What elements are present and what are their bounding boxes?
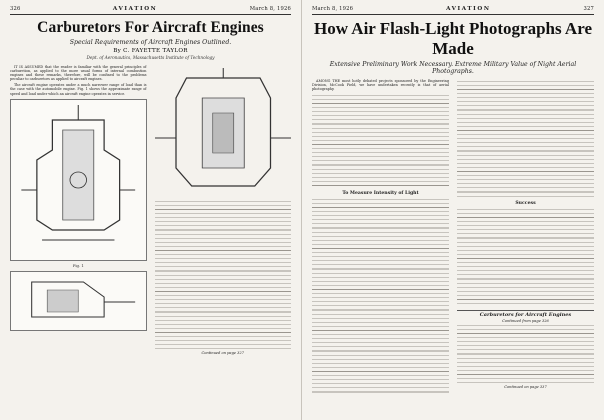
- article-subtitle: Special Requirements of Aircraft Engines Outlined.: [69, 39, 232, 46]
- column-1: [10, 65, 147, 355]
- continued-from-note: Continued from page 326: [502, 319, 549, 324]
- carburetor-diagram-1: [11, 100, 146, 260]
- section-subhead: Success: [515, 201, 536, 206]
- section-subhead: To Measure Intensity of Light: [342, 191, 419, 197]
- continued-section-title: Carburetors for Aircraft Engines: [457, 310, 594, 317]
- body-text-block: [457, 207, 594, 307]
- figure-3: [155, 68, 292, 196]
- continued-note: Continued on page 337: [504, 385, 547, 390]
- carburetor-diagram-3: [155, 68, 292, 196]
- magazine-name: AVIATION: [446, 6, 491, 12]
- page-number: 326: [10, 6, 21, 12]
- column-1: [312, 79, 449, 393]
- figure-1: [10, 99, 147, 261]
- article-title: How Air Flash-Light Photographs Are Made: [313, 19, 592, 58]
- body-text-block: [312, 197, 449, 393]
- page-number: 327: [583, 6, 594, 12]
- issue-date: March 8, 1926: [249, 6, 291, 12]
- figure-1-caption: Fig. 1: [72, 262, 84, 268]
- figure-2: [10, 271, 147, 331]
- running-header: [10, 6, 291, 12]
- header-rule: [312, 14, 594, 15]
- body-text-block: [155, 199, 292, 349]
- running-header: [312, 6, 594, 12]
- header-rule: [10, 14, 291, 15]
- intro-paragraph: AMONG THE most hotly debated projects sponsored by the Engineering Division, McCook Field, we have undertaken recently is that of aerial photography.: [312, 79, 449, 92]
- carburetor-diagram-2: [11, 272, 146, 330]
- body-text-block: [312, 93, 449, 189]
- intro-paragraph: IT IS ASSUMED that the reader is familiar with the general principles of carburetion, as applied to the more usual forms of internal combustion engines and these remarks, therefore, will be confined to the problems peculiar to carburetors as applied to aircraft engines.: [10, 65, 147, 82]
- body-paragraph: The aircraft engine operates under a much narrower range of load than is the case with the automobile engine. Fig. 1 shows the approximate range of speed and load under which an aircraft engine operates in service.: [10, 83, 147, 96]
- right-page: [302, 0, 604, 420]
- article-subtitle: Extensive Preliminary Work Necessary. Extreme Military Value of Night Aerial Photographs.: [329, 61, 577, 75]
- article-title: Carburetors For Aircraft Engines: [37, 19, 264, 36]
- issue-date: March 8, 1926: [312, 6, 354, 12]
- article-columns: [312, 79, 594, 393]
- byline: By C. FAYETTE TAYLOR: [113, 48, 188, 54]
- author-affiliation: Dept. of Aeronautics, Massachusetts Institute of Technology: [86, 55, 215, 60]
- article-columns: [10, 65, 291, 355]
- column-2: [155, 65, 292, 355]
- column-2: [457, 79, 594, 393]
- body-text-block: [457, 79, 594, 199]
- body-text-block: [457, 323, 594, 383]
- magazine-name: AVIATION: [112, 6, 158, 12]
- continued-note: Continued on page 327: [201, 351, 244, 355]
